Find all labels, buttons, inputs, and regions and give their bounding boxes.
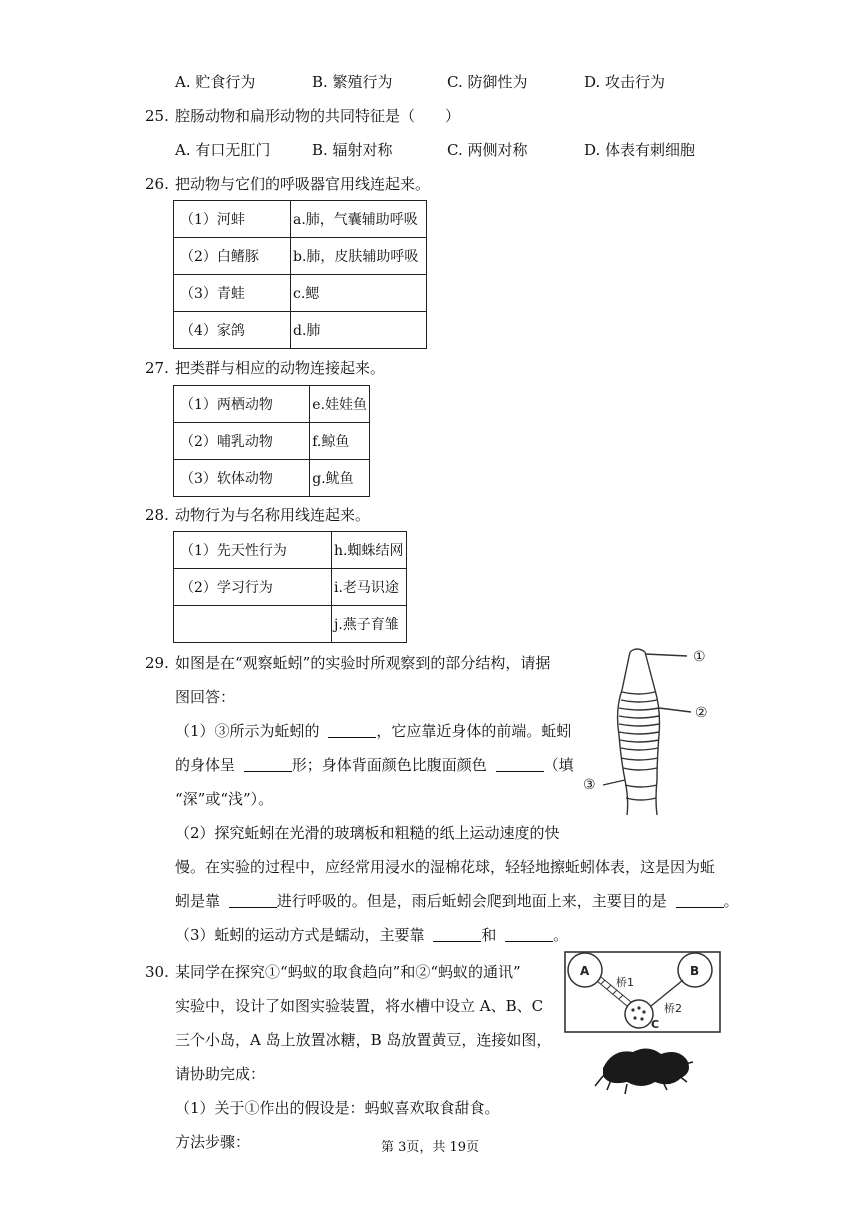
q30-line-1: 某同学在探究①“蚂蚁的取食趋向”和②“蚂蚁的通讯” — [175, 963, 521, 981]
q29-line-8 — [175, 891, 739, 911]
table-row — [174, 275, 427, 312]
table-cell — [174, 606, 332, 643]
table-cell: （1）先天性行为 — [174, 532, 332, 569]
table-row — [174, 460, 370, 497]
table-cell: （3）软体动物 — [174, 460, 310, 497]
answer-blank[interactable] — [433, 927, 481, 942]
q24-option-b: B. 繁殖行为 — [312, 73, 393, 91]
label-bridge-1: 桥1 — [616, 976, 634, 989]
table-row — [174, 201, 427, 238]
table-cell: g.鱿鱼 — [310, 460, 370, 497]
figure-label-3: ③ — [583, 777, 596, 793]
q24-option-d: D. 攻击行为 — [584, 73, 666, 91]
q29-line-1: 如图是在“观察蚯蚓”的实验时所观察到的部分结构，请据 — [175, 654, 551, 672]
q28-stem: 动物行为与名称用线连起来。 — [175, 506, 371, 524]
q25-number: 25. — [145, 107, 169, 125]
q25-option-d: D. 体表有刺细胞 — [584, 141, 696, 159]
island-c — [625, 1000, 653, 1028]
q28-number: 28. — [145, 506, 169, 524]
figure-label-2: ② — [695, 705, 708, 721]
table-cell: j.燕子育雏 — [332, 606, 407, 643]
q30-line-3: 三个小岛，A 岛上放置冰糖，B 岛放置黄豆，连接如图， — [175, 1031, 552, 1049]
table-row — [174, 423, 370, 460]
q26-stem: 把动物与它们的呼吸器官用线连起来。 — [175, 175, 431, 193]
label-b: B — [690, 964, 700, 978]
q30-line-5: （1）关于①作出的假设是：蚂蚁喜欢取食甜食。 — [175, 1099, 500, 1117]
q24-option-c: C. 防御性为 — [447, 73, 528, 91]
q25-stem: 腔肠动物和扁形动物的共同特征是（ ） — [175, 107, 461, 125]
table-cell: i.老马识途 — [332, 569, 407, 606]
q27-stem: 把类群与相应的动物连接起来。 — [175, 359, 386, 377]
earthworm-figure — [575, 640, 725, 820]
q30-line-2: 实验中，设计了如图实验装置，将水槽中设立 A、B、C — [175, 997, 544, 1015]
answer-blank[interactable] — [229, 893, 277, 908]
q29-sub1-text: （1）③所示为蚯蚓的 — [175, 722, 320, 740]
table-cell: b.肺，皮肤辅助呼吸 — [291, 238, 427, 275]
q28-matching-table — [173, 531, 407, 643]
table-cell: （2）学习行为 — [174, 569, 332, 606]
label-c: C — [651, 1018, 660, 1031]
table-row — [174, 532, 407, 569]
table-cell: （4）家鸽 — [174, 312, 291, 349]
figure-label-1: ① — [693, 649, 706, 665]
page-footer: 第 3页，共 19页 — [380, 1140, 480, 1155]
q26-number: 26. — [145, 175, 169, 193]
table-cell: h.蜘蛛结网 — [332, 532, 407, 569]
table-cell: （2）白鳍豚 — [174, 238, 291, 275]
table-cell: （3）青蛙 — [174, 275, 291, 312]
q26-matching-table — [173, 200, 427, 349]
answer-blank[interactable] — [505, 927, 553, 942]
q29-line-4 — [175, 755, 574, 775]
table-row — [174, 569, 407, 606]
q29-line-7: 慢。在实验的过程中，应经常用浸水的湿棉花球，轻轻地擦蚯蚓体表，这是因为蚯 — [175, 858, 716, 876]
q29-line-3 — [175, 721, 571, 741]
q29-line-2: 图回答： — [175, 688, 236, 706]
q29-line-5: “深”或“浅”）。 — [175, 790, 274, 808]
q29-text: 进行呼吸的。但是，雨后蚯蚓会爬到地面上来，主要目的是 — [276, 892, 667, 910]
table-cell: f.鲸鱼 — [310, 423, 370, 460]
answer-blank[interactable] — [328, 723, 376, 738]
q29-line-6: （2）探究蚯蚓在光滑的玻璃板和粗糙的纸上运动速度的快 — [175, 824, 560, 842]
table-row — [174, 312, 427, 349]
table-row — [174, 606, 407, 643]
q30-line-6: 方法步骤： — [175, 1133, 251, 1151]
q29-text: 和 — [481, 926, 497, 944]
table-row — [174, 386, 370, 423]
answer-blank[interactable] — [244, 757, 292, 772]
q29-sub1-text2: ，它应靠近身体的前端。蚯蚓 — [376, 722, 572, 740]
q29-text: 形；身体背面颜色比腹面颜色 — [291, 756, 487, 774]
table-cell: （1）河蚌 — [174, 201, 291, 238]
ant-experiment-figure — [563, 948, 723, 1098]
answer-blank[interactable] — [496, 757, 544, 772]
q29-text: 。 — [723, 892, 739, 910]
table-row — [174, 238, 427, 275]
q30-line-4: 请协助完成： — [175, 1065, 266, 1083]
q29-text: （填 — [543, 756, 574, 774]
q25-option-b: B. 辐射对称 — [312, 141, 393, 159]
table-cell: （2）哺乳动物 — [174, 423, 310, 460]
table-cell: e.娃娃鱼 — [310, 386, 370, 423]
table-cell: a.肺，气囊辅助呼吸 — [291, 201, 427, 238]
q29-text: 的身体呈 — [175, 756, 236, 774]
q25-option-c: C. 两侧对称 — [447, 141, 528, 159]
q25-option-a: A. 有口无肛门 — [175, 141, 271, 159]
table-cell: c.鳃 — [291, 275, 427, 312]
q27-matching-table — [173, 385, 370, 497]
q24-option-a: A. 贮食行为 — [175, 73, 256, 91]
label-a: A — [580, 964, 590, 978]
q29-line-9 — [175, 925, 568, 945]
table-cell: d.肺 — [291, 312, 427, 349]
q30-number: 30. — [145, 963, 169, 981]
answer-blank[interactable] — [676, 893, 724, 908]
table-cell: （1）两栖动物 — [174, 386, 310, 423]
q27-number: 27. — [145, 359, 169, 377]
q29-number: 29. — [145, 654, 169, 672]
q29-text: 蚓是靠 — [175, 892, 221, 910]
label-bridge-2: 桥2 — [664, 1002, 682, 1015]
q29-text: 。 — [553, 926, 569, 944]
q29-text: （3）蚯蚓的运动方式是蠕动，主要靠 — [175, 926, 425, 944]
